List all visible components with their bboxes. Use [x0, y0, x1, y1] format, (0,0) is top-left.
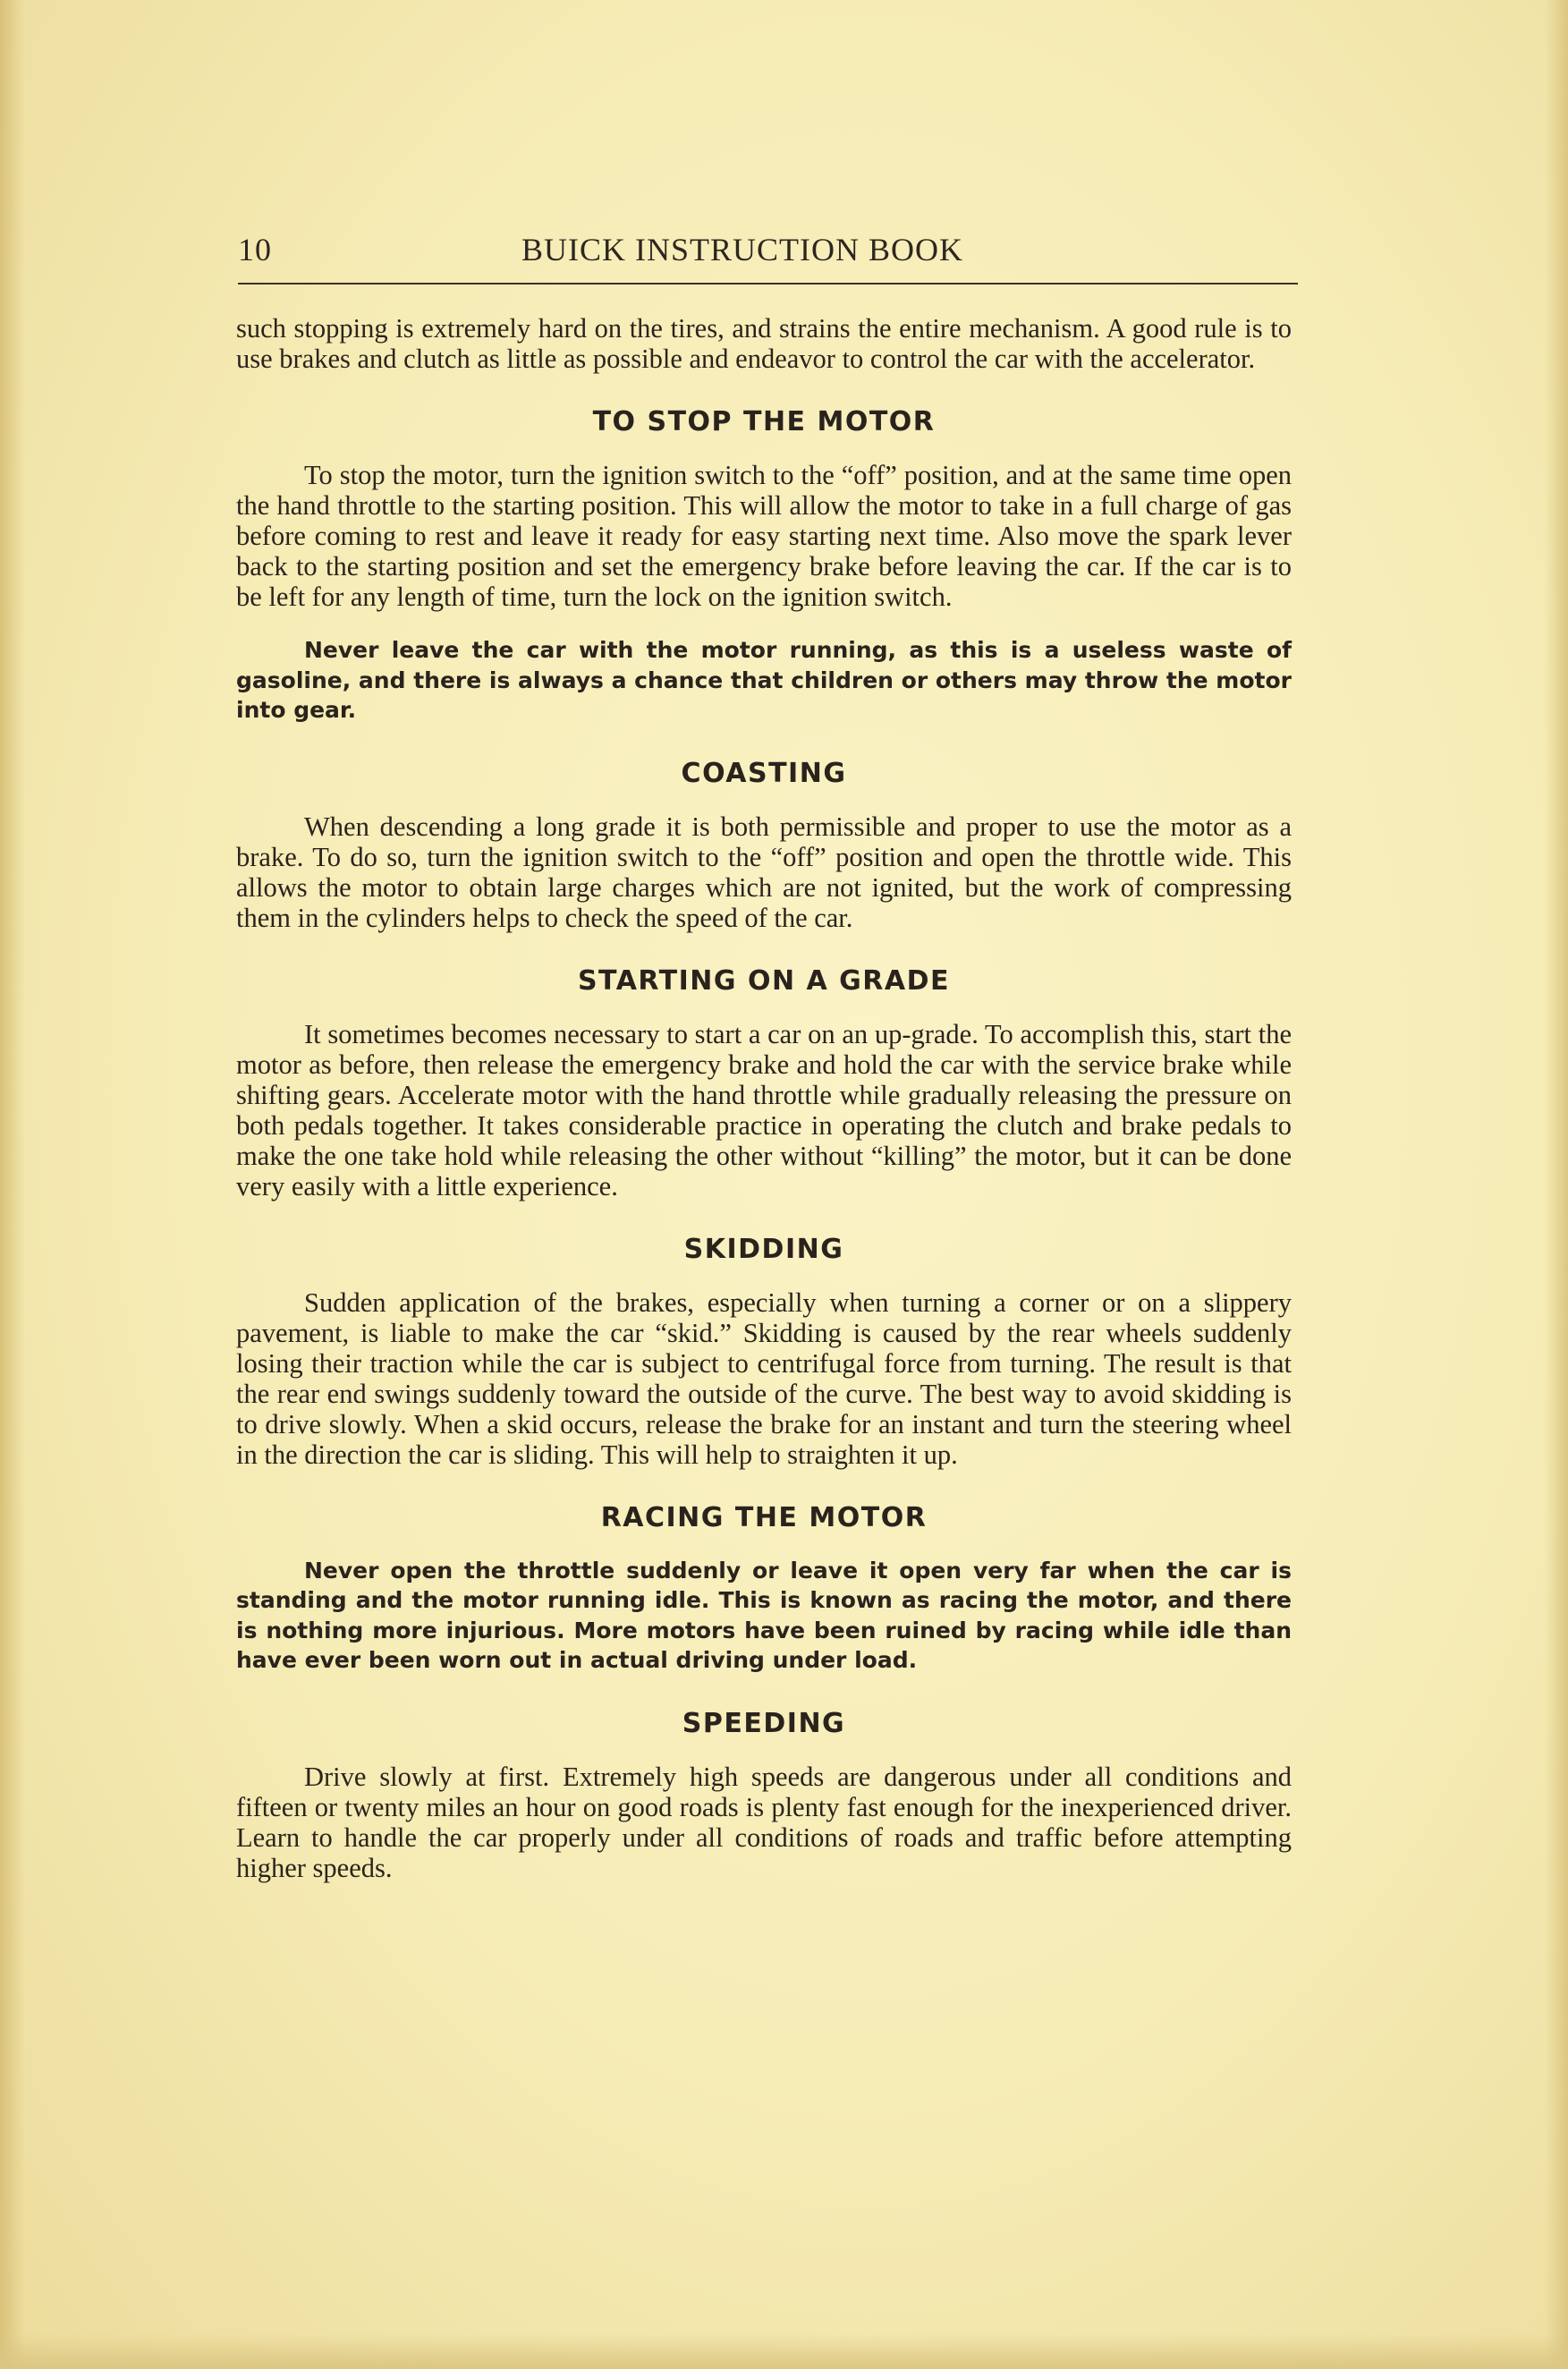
heading-racing-the-motor: RACING THE MOTOR [600, 1501, 928, 1533]
heading-to-stop-the-motor: TO STOP THE MOTOR [592, 406, 936, 437]
intro-paragraph: such stopping is extremely hard on the tires, and strains the entire mechanism. A good rule is to use brakes and clutch as little as possible and endeavor to control the car with the accelerator. [236, 313, 1292, 374]
bold-paragraph-racing-the-motor: Never open the throttle suddenly or leave it open very far when the car is standing and the motor running idle. This is known as racing the motor, and there is nothing more injurious. More motors have been ruined by racing while idle than have ever been worn out in actual driving under load. [236, 1557, 1292, 1673]
page-number: 10 [238, 232, 272, 267]
heading-skidding: SKIDDING [683, 1233, 844, 1265]
header-rule [238, 283, 1298, 284]
heading-speeding: SPEEDING [682, 1707, 846, 1739]
paper-edge-bottom [0, 2333, 1568, 2369]
paragraph-speeding: Drive slowly at first. Extremely high speeds are dangerous under all conditions and fifteen or twenty miles an hour on good roads is plenty fast enough for the inexperienced driver. Learn to handle the car properly under all conditions of roads and traffic before attempting higher speeds. [236, 1761, 1292, 1883]
bold-paragraph-never-leave-car: Never leave the car with the motor running, as this is a useless waste of gasoline, and there is always a chance that children or others may throw the motor into gear. [236, 637, 1292, 723]
paragraph-coasting: When descending a long grade it is both permissible and proper to use the motor as a brake. To do so, turn the ignition switch to the “off” position and open the throttle wide. This allows the motor to obtain large charges which are not ignited, but the work of compressing them in the cylinders helps to check the speed of the car. [236, 811, 1292, 933]
heading-coasting: COASTING [681, 757, 847, 789]
running-head: BUICK INSTRUCTION BOOK [521, 232, 964, 267]
paragraph-skidding: Sudden application of the brakes, especially when turning a corner or on a slippery pavement, is liable to make the car “skid.” Skidding is caused by the rear wheels suddenly losing their traction while the car is subject to centrifugal force from turning. The result is that the rear end swings suddenly toward the outside of the curve. The best way to avoid skidding is to drive slowly. When a skid occurs, release the brake for an instant and turn the steering wheel in the direction the car is sliding. This will help to straighten it up. [236, 1286, 1292, 1470]
paragraph-to-stop-the-motor: To stop the motor, turn the ignition switch to the “off” position, and at the same time open the hand throttle to the starting position. This will allow the motor to take in a full charge of gas before coming to rest and leave it ready for easy starting next time. Also move the spark lever back to the starting position and set the emergency brake before leaving the car. If the car is to be left for any length of time, turn the lock on the ignition switch. [236, 460, 1292, 612]
paper-edge-left [0, 0, 25, 2369]
page-header [238, 231, 1298, 284]
paper-edge-right [1545, 0, 1568, 2369]
heading-starting-on-a-grade: STARTING ON A GRADE [577, 964, 951, 997]
page-body [236, 313, 1292, 1883]
paragraph-starting-on-a-grade: It sometimes becomes necessary to start a car on an up-grade. To accomplish this, start the motor as before, then release the emergency brake and hold the car with the service brake while shifting gears. Accelerate motor with the hand throttle while gradually releasing the pressure on both pedals together. It takes considerable practice in operating the clutch and brake pedals to make the one take hold while releasing the other without “killing” the motor, but it can be done very easily with a little experience. [236, 1018, 1292, 1201]
